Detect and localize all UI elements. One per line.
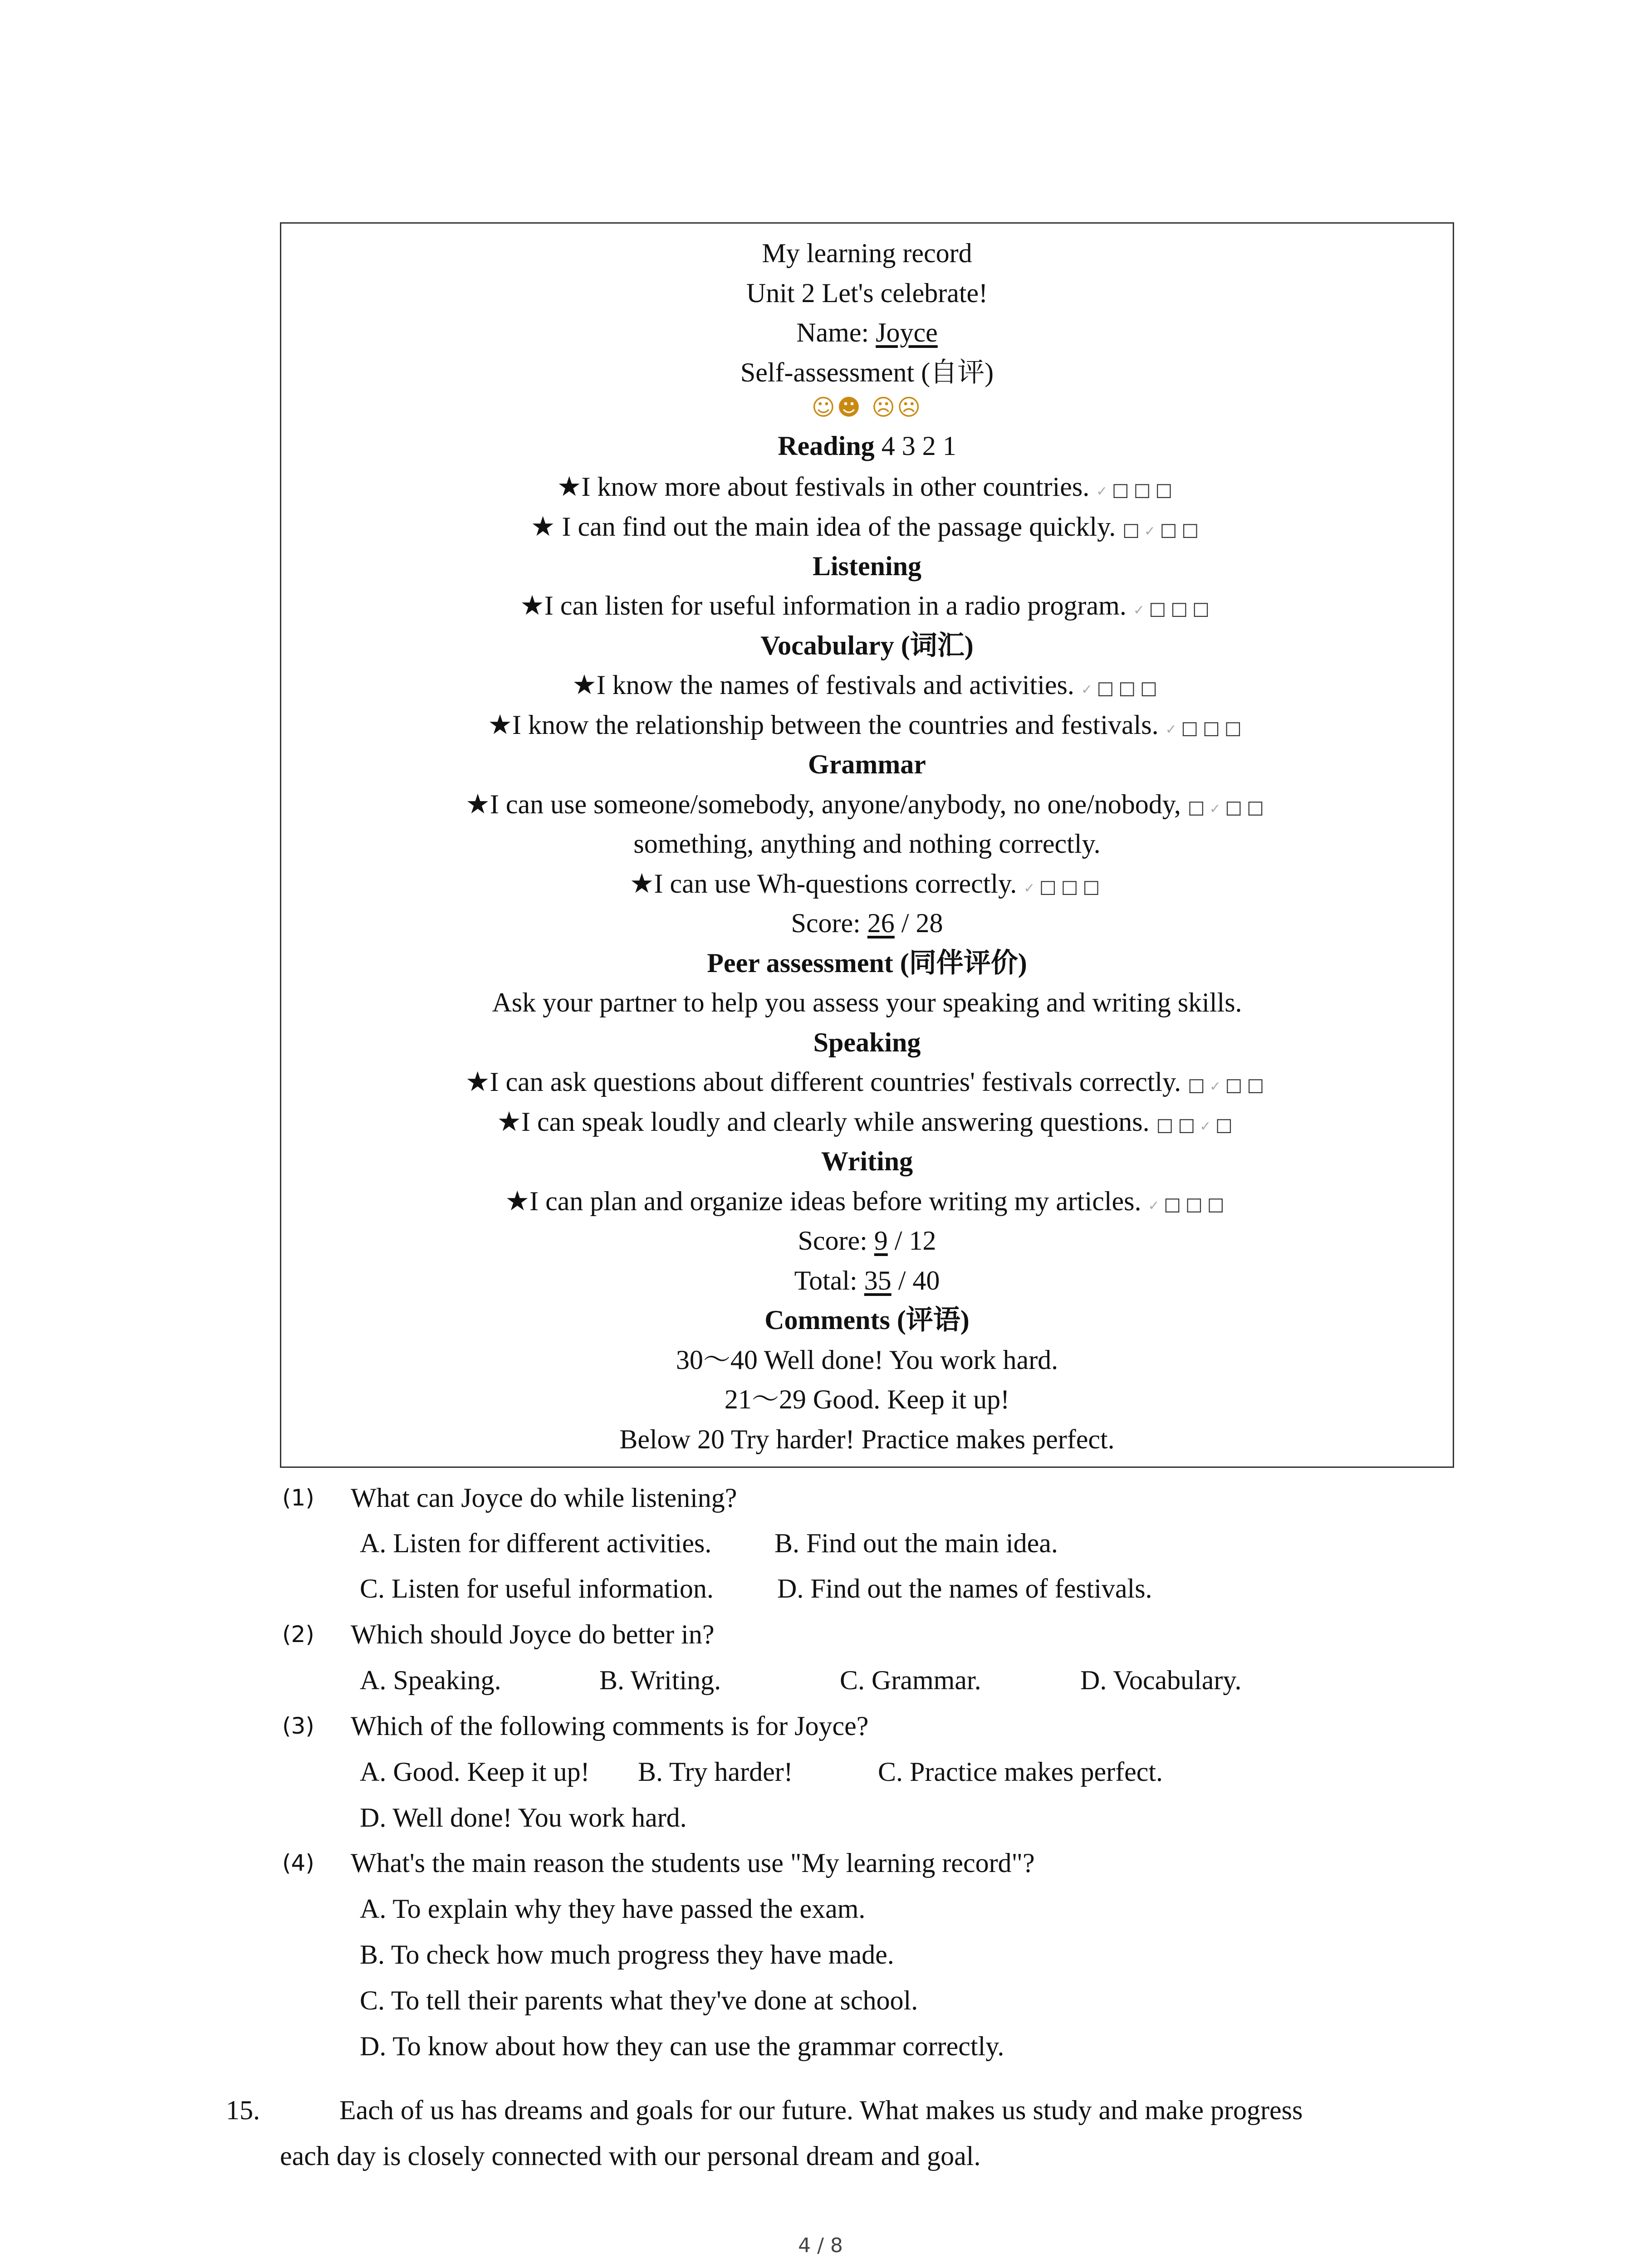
listening-heading: Listening [812,551,922,581]
tick-icon[interactable]: ✓ [1096,484,1112,499]
rating-checkboxes[interactable] [1081,670,1162,700]
comments-heading: Comments (评语) [764,1305,970,1335]
peer-score [281,1222,1453,1259]
self-assessment-heading: Self-assessment (自评) [740,357,994,387]
name-label: Name: [796,318,876,347]
option-c[interactable]: C. To tell their parents what they've done at school. [360,1985,918,2015]
checkbox-icon[interactable]: □ [1188,1075,1210,1095]
checkbox-icon[interactable]: □ [1149,598,1171,619]
checkbox-icon[interactable]: □ [1112,479,1134,500]
checkbox-icon[interactable]: □ [1203,718,1225,738]
option-d[interactable]: D. To know about how they can use the grammar correctly. [360,2031,1004,2061]
checkbox-icon[interactable]: □ [1185,1194,1207,1215]
writing-item-1 [281,1183,1453,1224]
total-label: Total: [794,1266,864,1295]
self-score [281,905,1453,941]
score-max: / 12 [887,1226,936,1256]
checkbox-icon[interactable]: □ [1083,876,1105,897]
question-text: What's the main reason the students use "My learning record"? [351,1848,1035,1878]
rating-checkboxes[interactable] [1024,869,1104,899]
question-number: (3) [282,1713,314,1739]
record-title: My learning record [762,238,972,268]
peer-assessment-heading: Peer assessment (同伴评价) [707,948,1027,978]
tick-icon[interactable]: ✓ [1144,523,1160,539]
item-text: ★I can use Wh-questions correctly. [629,869,1024,899]
writing-heading: Writing [821,1146,913,1176]
question-number: (4) [282,1850,314,1876]
question-text: Which should Joyce do better in? [351,1619,715,1649]
checkbox-icon[interactable]: □ [1178,1114,1200,1135]
grammar-heading: Grammar [808,749,926,779]
checkbox-icon[interactable]: □ [1207,1194,1229,1215]
checkbox-icon[interactable]: □ [1118,678,1141,699]
score-label: Score: [791,908,867,938]
question-text: What can Joyce do while listening? [351,1483,737,1513]
tick-icon[interactable]: ✓ [1209,801,1225,817]
checkbox-icon[interactable]: □ [1181,718,1203,738]
checkbox-icon[interactable]: □ [1140,678,1162,699]
checkbox-icon[interactable]: □ [1247,1075,1269,1095]
record-name-line [281,314,1453,351]
option-d[interactable]: D. Well done! You work hard. [360,1803,687,1833]
rating-checkboxes[interactable] [1166,710,1246,740]
option-c[interactable]: C. Practice makes perfect. [878,1757,1163,1787]
item-text: ★I can use someone/somebody, anyone/anybody, no one/nobody, [465,789,1188,819]
checkbox-icon[interactable]: □ [1215,1114,1237,1135]
option-a[interactable]: A. Good. Keep it up! [360,1757,590,1787]
option-b[interactable]: B. Writing. [599,1665,721,1695]
comment-2: 21～29 Good. Keep it up! [724,1384,1010,1414]
question-number: (2) [282,1621,314,1647]
checkbox-icon[interactable]: □ [1224,718,1246,738]
checkbox-icon[interactable]: □ [1061,876,1083,897]
vocabulary-item-1 [281,667,1453,708]
reading-item-1 [281,469,1453,510]
score-value: 26 [867,908,895,938]
checkbox-icon[interactable]: □ [1133,479,1156,500]
speaking-item-2 [281,1104,1453,1145]
record-unit: Unit 2 Let's celebrate! [746,278,988,308]
item-text: ★ I can find out the main idea of the passage quickly. [530,512,1123,542]
peer-intro: Ask your partner to help you assess your speaking and writing skills. [492,987,1242,1017]
score-value: 9 [874,1226,888,1256]
reading-item-2 [281,508,1453,550]
item-text: ★I know the names of festivals and activities. [572,670,1081,700]
page-number: 4 / 8 [798,2234,843,2257]
checkbox-icon[interactable]: □ [1039,876,1061,897]
total-score [281,1262,1453,1299]
checkbox-icon[interactable]: □ [1225,797,1247,818]
checkbox-icon[interactable]: □ [1122,519,1145,540]
speaking-heading: Speaking [813,1027,921,1057]
grammar-item-1-cont: something, anything and nothing correctly. [633,829,1101,859]
listening-item-1 [281,587,1453,629]
item-text: ★I can listen for useful information in a radio program. [520,591,1133,621]
checkbox-icon[interactable]: □ [1160,519,1182,540]
option-c[interactable]: C. Grammar. [840,1665,981,1695]
reading-row [281,428,1453,464]
tick-icon[interactable]: ✓ [1165,722,1181,738]
option-b[interactable]: B. Find out the main idea. [774,1528,1058,1558]
passage-number: 15. [226,2095,260,2125]
checkbox-icon[interactable]: □ [1247,797,1269,818]
rating-checkboxes[interactable] [1096,472,1177,502]
item-text: ★I know the relationship between the countries and festivals. [488,710,1166,740]
comment-1: 30～40 Well done! You work hard. [676,1345,1058,1375]
grammar-item-1 [281,786,1453,827]
reading-scale: 4 3 2 1 [874,431,956,461]
reading-heading: Reading [778,431,875,461]
name-value: Joyce [876,318,938,347]
passage-line-2: each day is closely connected with our personal dream and goal. [280,2141,981,2171]
tick-icon[interactable]: ✓ [1081,682,1097,698]
learning-record-box [280,222,1454,1468]
score-max: / 28 [894,908,943,938]
total-value: 35 [864,1266,892,1295]
score-label: Score: [798,1226,874,1256]
checkbox-icon[interactable]: □ [1155,479,1177,500]
option-b[interactable]: B. Try harder! [638,1757,793,1787]
checkbox-icon[interactable]: □ [1225,1075,1247,1095]
passage-line-1: Each of us has dreams and goals for our future. What makes us study and make progress [339,2095,1303,2125]
checkbox-icon[interactable]: □ [1097,678,1119,699]
option-d[interactable]: D. Find out the names of festivals. [777,1574,1152,1603]
item-text: ★I can plan and organize ideas before writing my articles. [505,1186,1148,1216]
option-a[interactable]: A. To explain why they have passed the exam. [360,1894,866,1924]
rating-checkboxes[interactable] [1148,1186,1229,1216]
grammar-item-2 [281,865,1453,907]
total-max: / 40 [891,1266,940,1295]
tick-icon[interactable]: ✓ [1148,1198,1164,1214]
checkbox-icon[interactable]: □ [1164,1194,1186,1215]
tick-icon[interactable]: ✓ [1200,1119,1215,1134]
option-d[interactable]: D. Vocabulary. [1080,1665,1242,1695]
rating-checkboxes[interactable] [1133,591,1214,621]
option-a[interactable]: A. Listen for different activities. [360,1528,712,1558]
item-text: ★I can ask questions about different countries' festivals correctly. [465,1067,1188,1097]
question-text: Which of the following comments is for Joyce? [351,1711,869,1741]
question-number: (1) [282,1485,314,1511]
speaking-item-1 [281,1064,1453,1105]
rating-checkboxes[interactable] [1122,512,1203,542]
vocabulary-item-2 [281,707,1453,748]
checkbox-icon[interactable]: □ [1192,598,1214,619]
rating-faces-icon: ☺☻ ☹☹ [811,394,923,420]
tick-icon[interactable]: ✓ [1133,602,1149,618]
item-text: ★I know more about festivals in other countries. [557,472,1097,502]
checkbox-icon[interactable]: □ [1171,598,1193,619]
comment-3: Below 20 Try harder! Practice makes perfect. [619,1424,1115,1454]
rating-checkboxes[interactable] [1188,789,1269,819]
option-c[interactable]: C. Listen for useful information. [360,1574,714,1603]
option-b[interactable]: B. To check how much progress they have made. [360,1940,894,1970]
option-a[interactable]: A. Speaking. [360,1665,501,1695]
rating-checkboxes[interactable] [1188,1067,1269,1097]
checkbox-icon[interactable]: □ [1181,519,1204,540]
tick-icon[interactable]: ✓ [1209,1079,1225,1095]
rating-checkboxes[interactable] [1156,1107,1237,1137]
tick-icon[interactable]: ✓ [1024,880,1039,896]
item-text: ★I can speak loudly and clearly while answering questions. [497,1107,1156,1137]
checkbox-icon[interactable]: □ [1187,797,1210,818]
checkbox-icon[interactable]: □ [1156,1114,1178,1135]
vocabulary-heading: Vocabulary (词汇) [760,631,974,660]
